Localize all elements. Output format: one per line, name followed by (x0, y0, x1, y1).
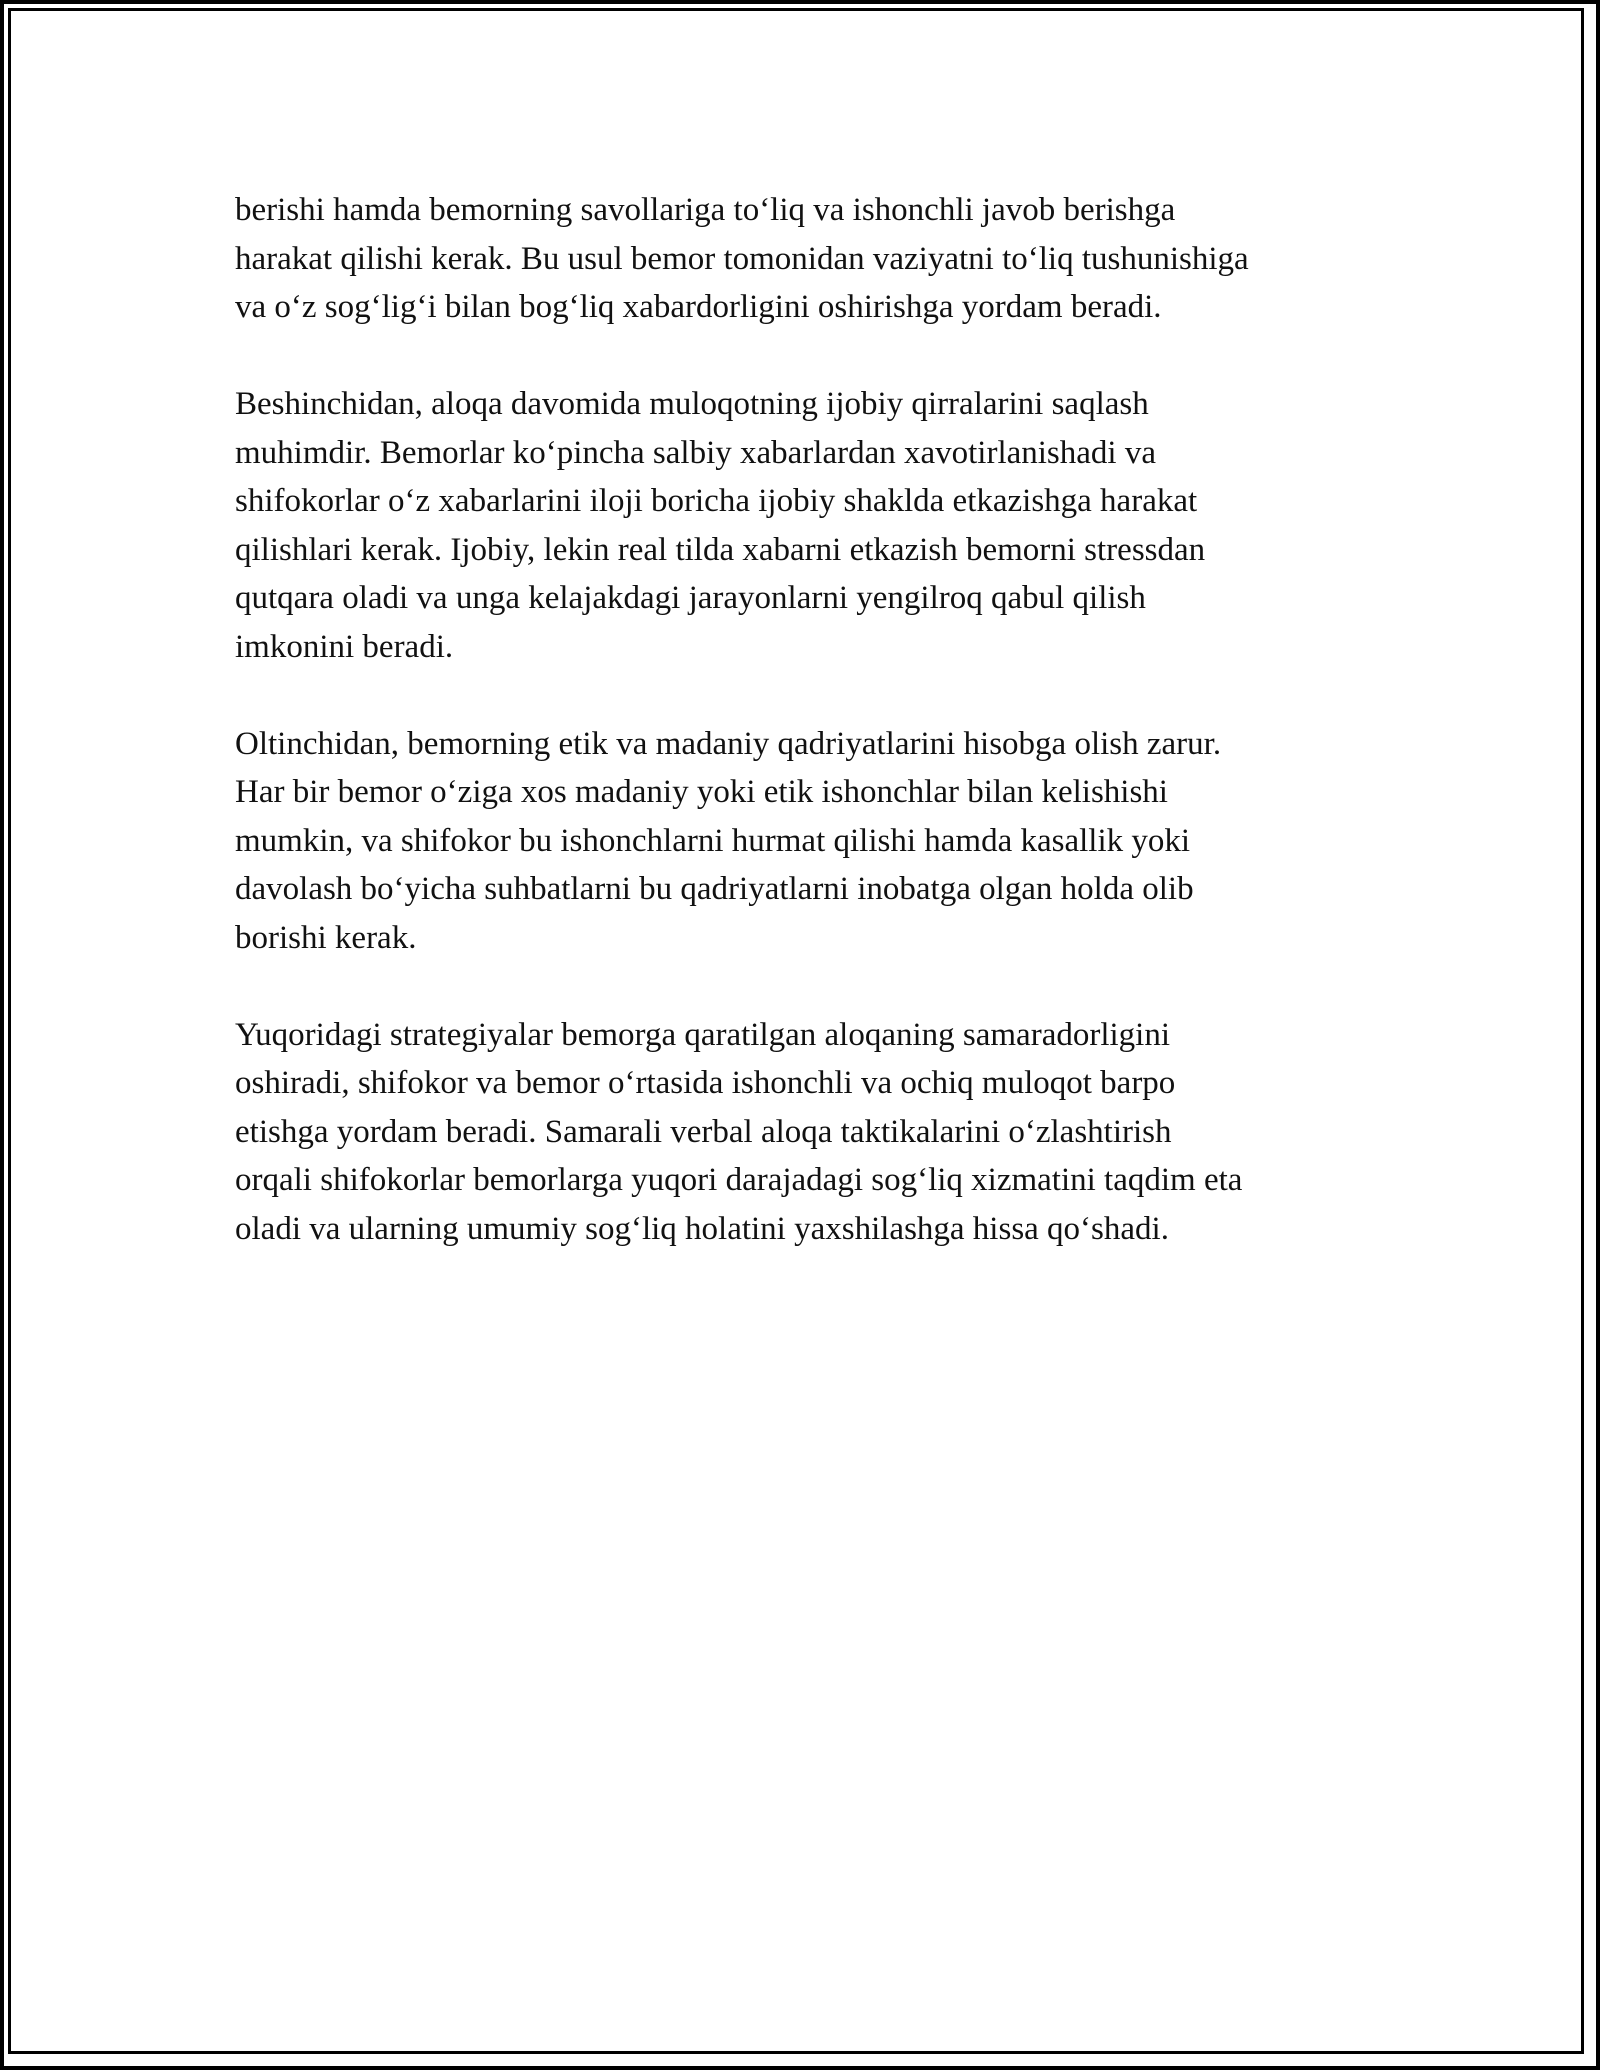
paragraph (235, 1011, 1385, 1254)
paragraph (235, 186, 1385, 332)
text-line: orqali shifokorlar bemorlarga yuqori darajadagi sog‘liq xizmatini taqdim eta (235, 1162, 1243, 1198)
text-line: shifokorlar o‘z xabarlarini iloji boricha ijobiy shaklda etkazishga harakat (235, 483, 1198, 519)
text-line: davolash bo‘yicha suhbatlarni bu qadriyatlarni inobatga olgan holda olib (235, 871, 1194, 907)
text-line: berishi hamda bemorning savollariga to‘liq va ishonchli javob berishga (235, 192, 1176, 228)
text-line: etishga yordam beradi. Samarali verbal aloqa taktikalarini o‘zlashtirish (235, 1113, 1172, 1150)
text-line: qutqara oladi va unga kelajakdagi jarayonlarni yengilroq qabul qilish (235, 580, 1146, 616)
text-line: qilishlari kerak. Ijobiy, lekin real tilda xabarni etkazish bemorni stressdan (235, 531, 1206, 568)
text-line: mumkin, va shifokor bu ishonchlarni hurmat qilishi hamda kasallik yoki (235, 822, 1191, 859)
text-line: Yuqoridagi strategiyalar bemorga qaratilgan aloqaning samaradorligini (235, 1016, 1171, 1053)
text-line: Beshinchidan, aloqa davomida muloqotning ijobiy qirralarini saqlash (235, 386, 1149, 422)
text-line: muhimdir. Bemorlar ko‘pincha salbiy xabarlardan xavotirlanishadi va (235, 434, 1156, 471)
text-line: oladi va ularning umumiy sog‘liq holatini yaxshilashga hissa qo‘shadi. (235, 1210, 1169, 1247)
text-line: borishi kerak. (235, 919, 417, 956)
text-line: harakat qilishi kerak. Bu usul bemor tomonidan vaziyatni to‘liq tushunishiga (235, 240, 1249, 277)
text-line: oshiradi, shifokor va bemor o‘rtasida ishonchli va ochiq muloqot barpo (235, 1065, 1176, 1101)
text-line: Oltinchidan, bemorning etik va madaniy qadriyatlarini hisobga olish zarur. (235, 725, 1222, 762)
paragraph (235, 380, 1385, 671)
paragraph (235, 720, 1385, 963)
text-line: imkonini beradi. (235, 628, 454, 665)
text-line: va o‘z sog‘lig‘i bilan bog‘liq xabardorligini oshirishga yordam beradi. (235, 289, 1162, 325)
text-line: Har bir bemor o‘ziga xos madaniy yoki etik ishonchlar bilan kelishishi (235, 774, 1168, 810)
document-body (235, 186, 1385, 1253)
